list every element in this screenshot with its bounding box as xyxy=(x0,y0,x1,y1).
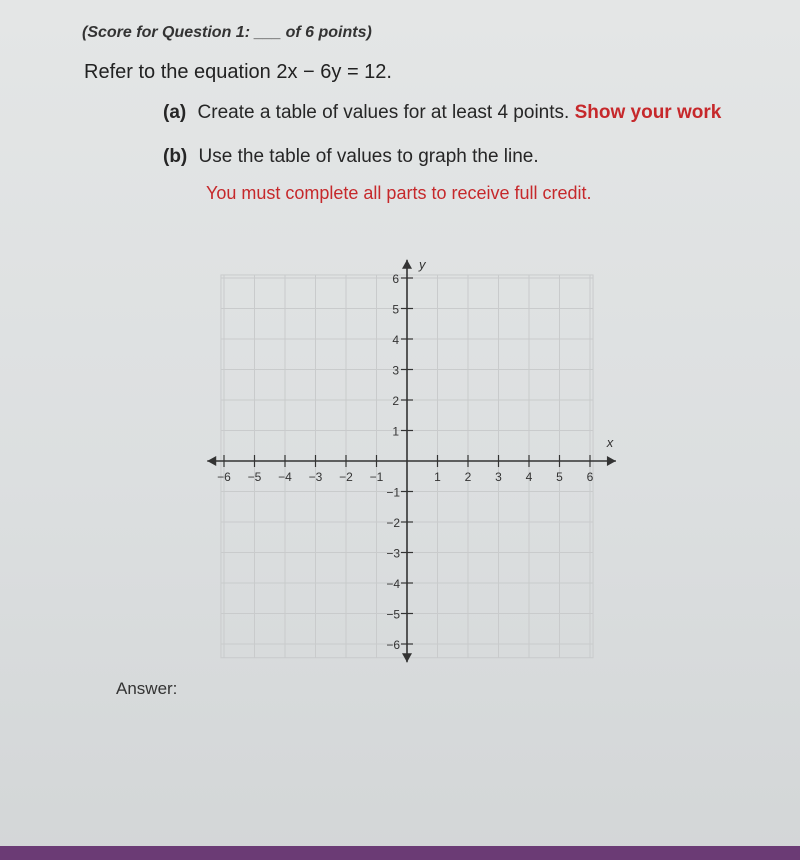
x-tick-label: −5 xyxy=(247,470,262,484)
part-b-text: Use the table of values to graph the line. xyxy=(198,146,539,167)
x-tick-label: 6 xyxy=(586,470,594,484)
x-tick-label: −4 xyxy=(278,470,292,484)
x-tick-label: 4 xyxy=(525,470,533,484)
y-tick-label: 5 xyxy=(392,302,399,317)
answer-label: Answer: xyxy=(116,679,178,698)
y-tick-label: −2 xyxy=(386,516,400,530)
y-tick-label: 2 xyxy=(392,394,399,408)
y-tick-label: −5 xyxy=(386,607,400,622)
y-tick-label: 4 xyxy=(392,333,399,347)
x-tick-label: −2 xyxy=(339,470,353,484)
part-a-text: Create a table of values for at least 4 points. xyxy=(197,102,570,123)
x-tick-label: 5 xyxy=(556,470,563,484)
x-axis-label: x xyxy=(606,435,614,450)
y-tick-label: −1 xyxy=(386,485,400,500)
bottom-bar xyxy=(0,846,800,860)
y-tick-label: −4 xyxy=(386,577,400,591)
x-tick-label: 3 xyxy=(495,470,502,484)
y-tick-label: −3 xyxy=(386,546,400,561)
x-tick-label: −3 xyxy=(308,470,323,484)
part-a-tag: (a) xyxy=(163,102,187,123)
x-tick-label: 2 xyxy=(464,470,472,484)
y-tick-label: −6 xyxy=(386,638,400,652)
y-axis-arrow-up xyxy=(402,260,412,269)
x-axis-arrow-right xyxy=(607,456,616,466)
x-tick-label: 1 xyxy=(434,470,441,484)
part-b-tag: (b) xyxy=(163,146,188,167)
tick-labels xyxy=(217,257,614,652)
x-tick-label: −6 xyxy=(217,470,231,484)
x-axis-arrow-left xyxy=(207,456,216,466)
y-tick-label: 3 xyxy=(392,363,399,378)
x-tick-label: −1 xyxy=(369,470,384,484)
part-a-emphasis: Show your work xyxy=(574,102,722,123)
score-header: (Score for Question 1: ___ of 6 points) xyxy=(82,24,372,41)
y-tick-label: 1 xyxy=(392,424,399,439)
question-intro: Refer to the equation 2x − 6y = 12. xyxy=(84,61,392,83)
y-tick-label: 6 xyxy=(392,272,399,286)
credit-note: You must complete all parts to receive full credit. xyxy=(206,183,592,203)
y-axis-label: y xyxy=(419,256,426,272)
axes xyxy=(207,260,616,663)
